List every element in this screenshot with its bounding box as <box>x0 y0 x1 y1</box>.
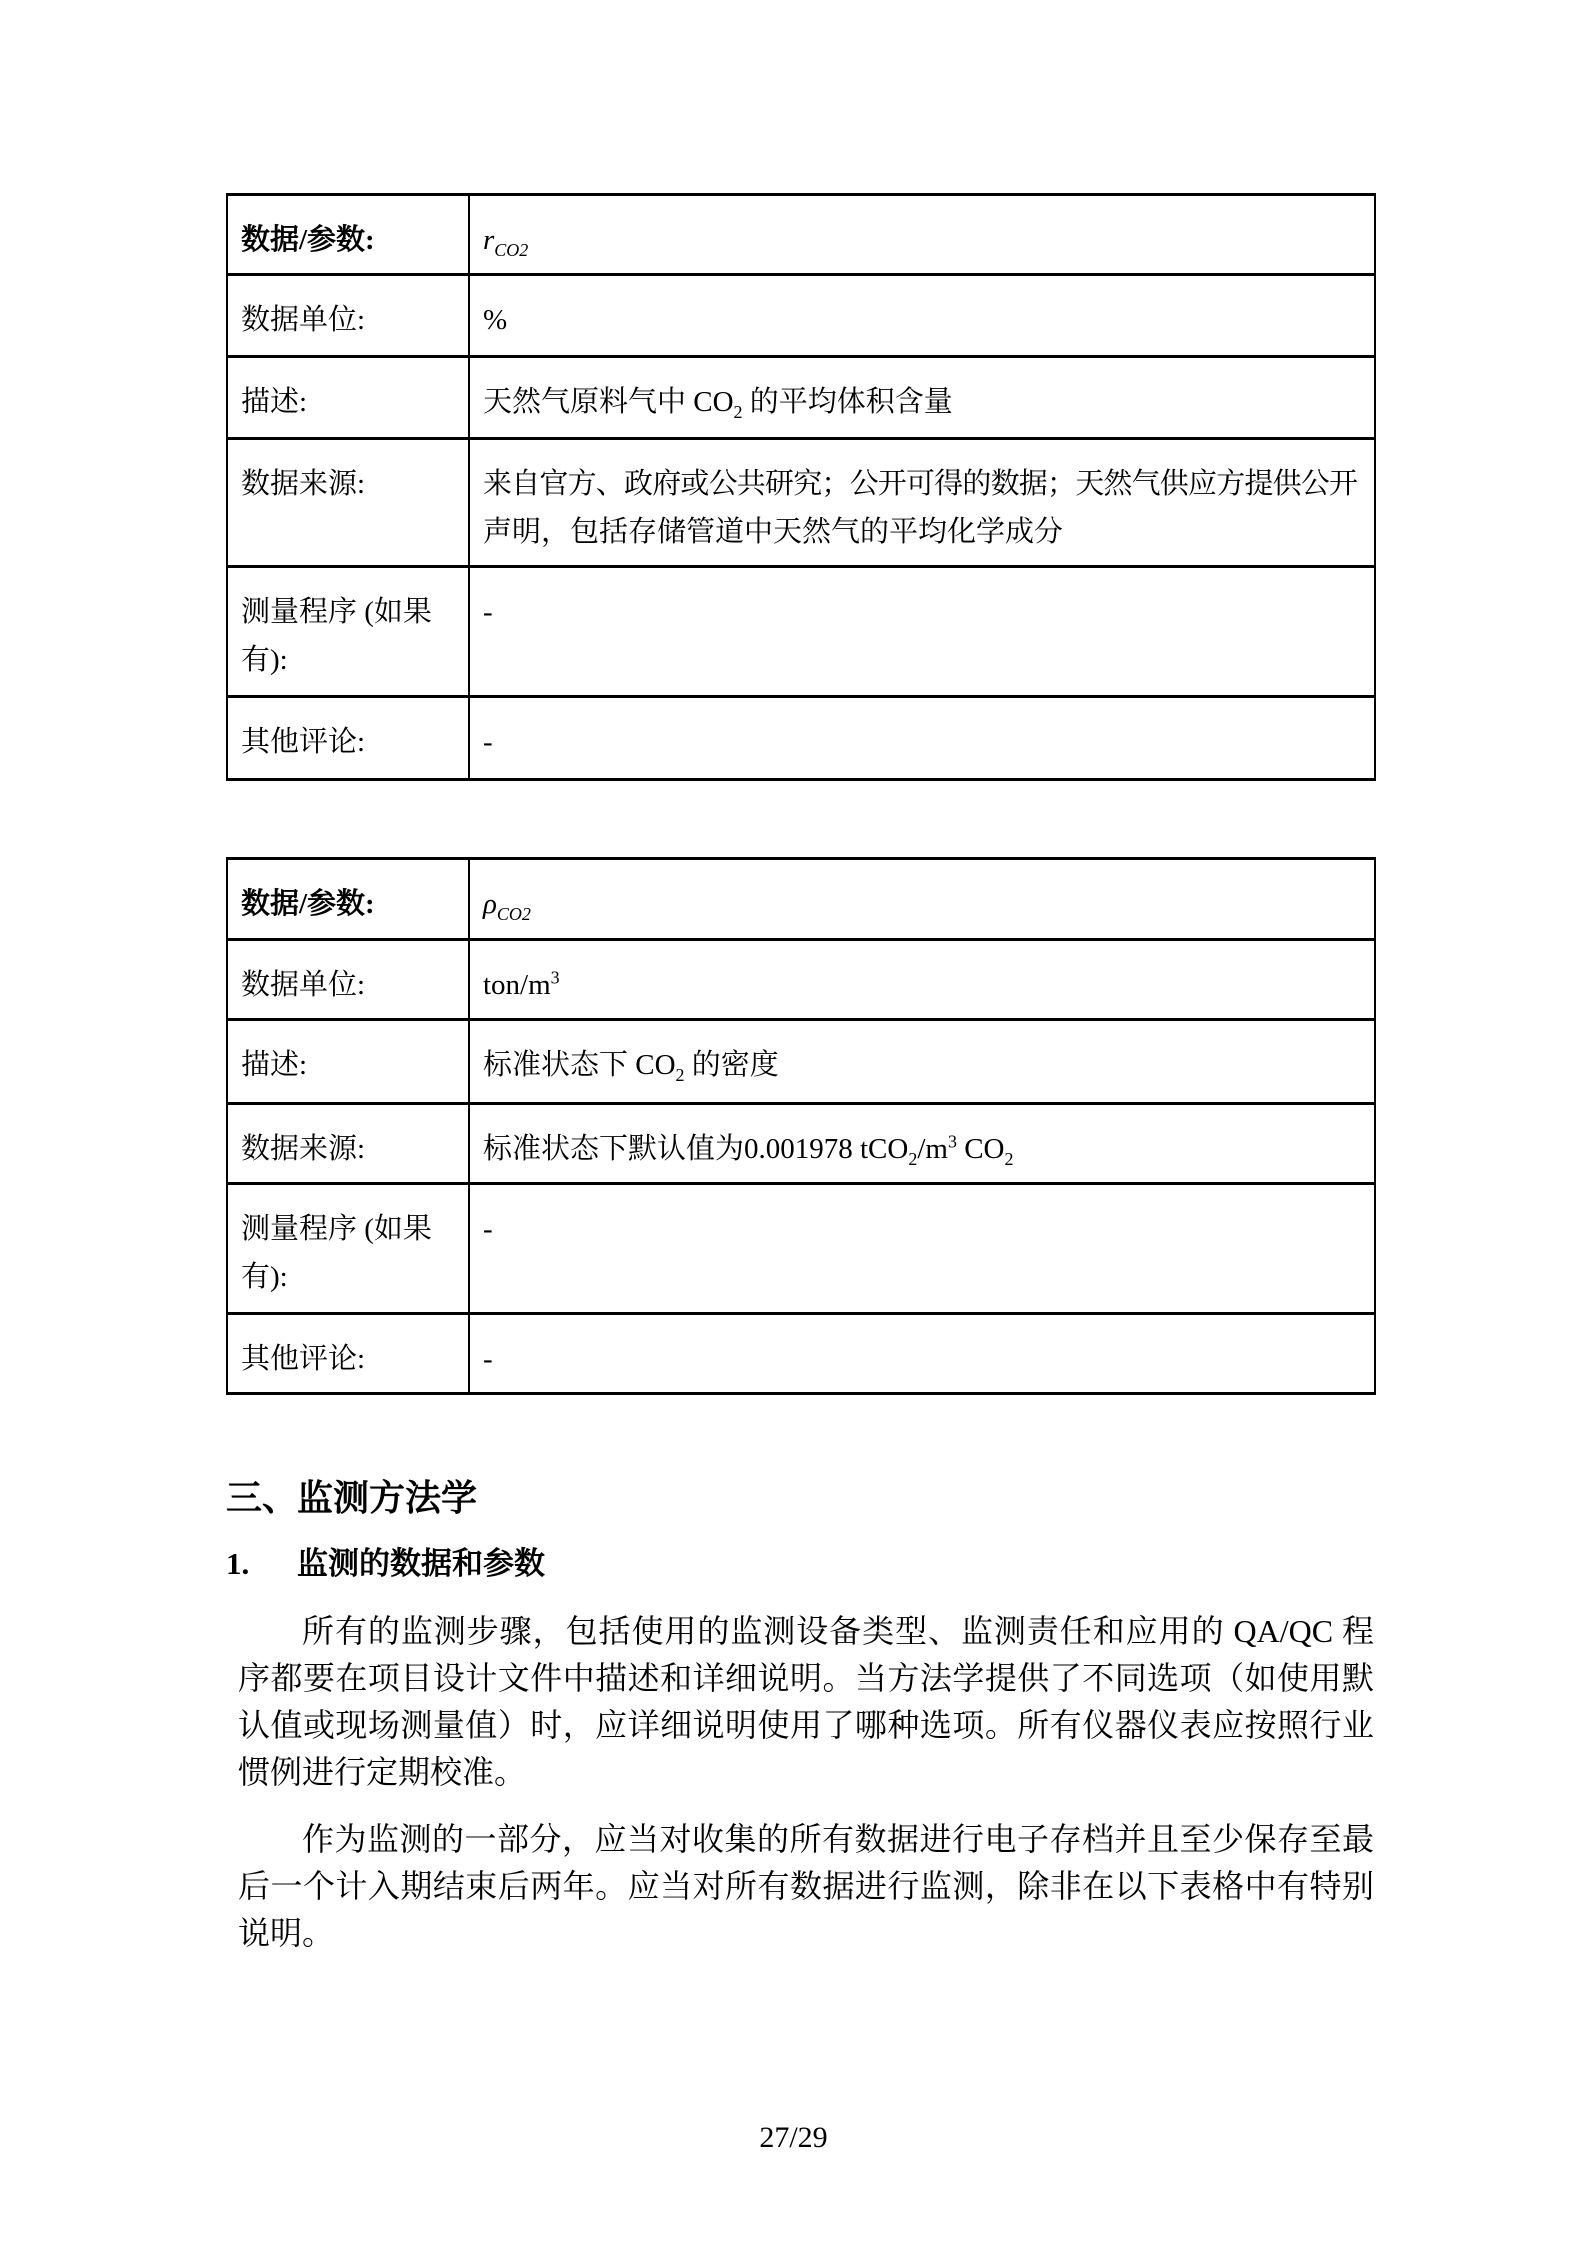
row-value-cell <box>469 697 1375 780</box>
body-paragraph: 作为监测的一部分，应当对收集的所有数据进行电子存档并且至少保存至最后一个计入期结束后两年。应当对所有数据进行监测，除非在以下表格中有特别说明。 <box>238 1821 1374 1951</box>
row-label: 数据来源: <box>241 468 366 500</box>
row-label-line: 测量程序 (如果 <box>241 596 432 628</box>
subsection-title: 监测的数据和参数 <box>297 1546 545 1581</box>
row-label-cell <box>227 940 469 1020</box>
section-title: 监测方法学 <box>297 1478 478 1518</box>
row-value-cell <box>469 195 1375 275</box>
row-value: 标准状态下 $CO_2$ 的密度 <box>483 1049 779 1085</box>
row-label: 数据单位: <box>241 969 366 1001</box>
table-row <box>227 1104 1375 1184</box>
section-number: 三、 <box>226 1478 299 1518</box>
table-row <box>227 275 1375 357</box>
row-value-cell <box>469 1314 1375 1394</box>
row-value-cell <box>469 859 1375 940</box>
row-label-cell <box>227 1104 469 1184</box>
parameter-symbol: $\rho_{CO2}$ <box>483 888 531 924</box>
row-label-cell <box>227 439 469 567</box>
row-label: 数据单位: <box>241 304 366 336</box>
table-row <box>227 940 1375 1020</box>
row-value: - <box>483 726 493 758</box>
row-value: 标准状态下默认值为0.001978 $tCO_2/m^3$ $CO_2$ <box>483 1131 1014 1169</box>
subsection-number: 1. <box>226 1546 250 1581</box>
row-value-cell <box>469 275 1375 357</box>
row-label: 数据/参数: <box>241 224 375 256</box>
row-value-cell <box>469 940 1375 1020</box>
row-label-cell <box>227 195 469 275</box>
row-label-cell <box>227 357 469 439</box>
parameter-symbol: $r_{CO2}$ <box>483 224 529 260</box>
page-number: 27/29 <box>759 2121 828 2154</box>
row-label-line: 有): <box>241 644 288 676</box>
table-row <box>227 195 1375 275</box>
section-heading <box>226 1478 1374 1518</box>
row-value-cell <box>469 1020 1375 1104</box>
table-row <box>227 1020 1375 1104</box>
subsection-heading <box>226 1546 1374 1582</box>
row-label: 描述: <box>241 1049 308 1081</box>
parameter-table-rco2 <box>226 193 1376 781</box>
row-label-cell <box>227 859 469 940</box>
table-row <box>227 567 1375 697</box>
table-row <box>227 697 1375 780</box>
table-row <box>227 439 1375 567</box>
parameter-table-rho-co2 <box>226 857 1376 1395</box>
body-paragraph: 所有的监测步骤，包括使用的监测设备类型、监测责任和应用的 QA/QC 程序都要在项目设计文件中描述和详细说明。当方法学提供了不同选项（如使用默认值或现场测量值）时，应详细说明使用了哪种选项。所有仪器仪表应按照行业惯例进行定期校准。 <box>238 1613 1374 1790</box>
table-row <box>227 1314 1375 1394</box>
row-value: 天然气原料气中 $CO_2$ 的平均体积含量 <box>483 386 953 422</box>
row-label-line: 有): <box>241 1261 288 1293</box>
row-label: 数据/参数: <box>241 888 375 920</box>
row-value-line: 来自官方、政府或公共研究；公开可得的数据；天然气供应方提供公开 <box>483 468 1358 500</box>
row-label: 其他评论: <box>241 1343 366 1375</box>
row-label-cell <box>227 275 469 357</box>
row-value-line: 声明，包括存储管道中天然气的平均化学成分 <box>483 516 1064 548</box>
table-row <box>227 1184 1375 1314</box>
row-value-cell <box>469 357 1375 439</box>
monitoring-methodology-section <box>226 1478 1374 1957</box>
row-value: ton/$m^3$ <box>483 967 560 1001</box>
row-label-cell <box>227 697 469 780</box>
row-label: 描述: <box>241 386 308 418</box>
row-label: 其他评论: <box>241 726 366 758</box>
row-label-cell <box>227 1184 469 1314</box>
row-value: % <box>483 304 508 336</box>
row-value-cell <box>469 567 1375 697</box>
table-row <box>227 859 1375 940</box>
row-label-cell <box>227 1314 469 1394</box>
row-label-cell <box>227 567 469 697</box>
row-value-cell <box>469 439 1375 567</box>
row-label-line: 测量程序 (如果 <box>241 1213 432 1245</box>
row-label: 数据来源: <box>241 1133 366 1165</box>
row-value: - <box>483 596 493 628</box>
row-value-cell <box>469 1184 1375 1314</box>
row-value: - <box>483 1343 493 1375</box>
table-row <box>227 357 1375 439</box>
row-label-cell <box>227 1020 469 1104</box>
row-value-cell <box>469 1104 1375 1184</box>
row-value: - <box>483 1213 493 1245</box>
